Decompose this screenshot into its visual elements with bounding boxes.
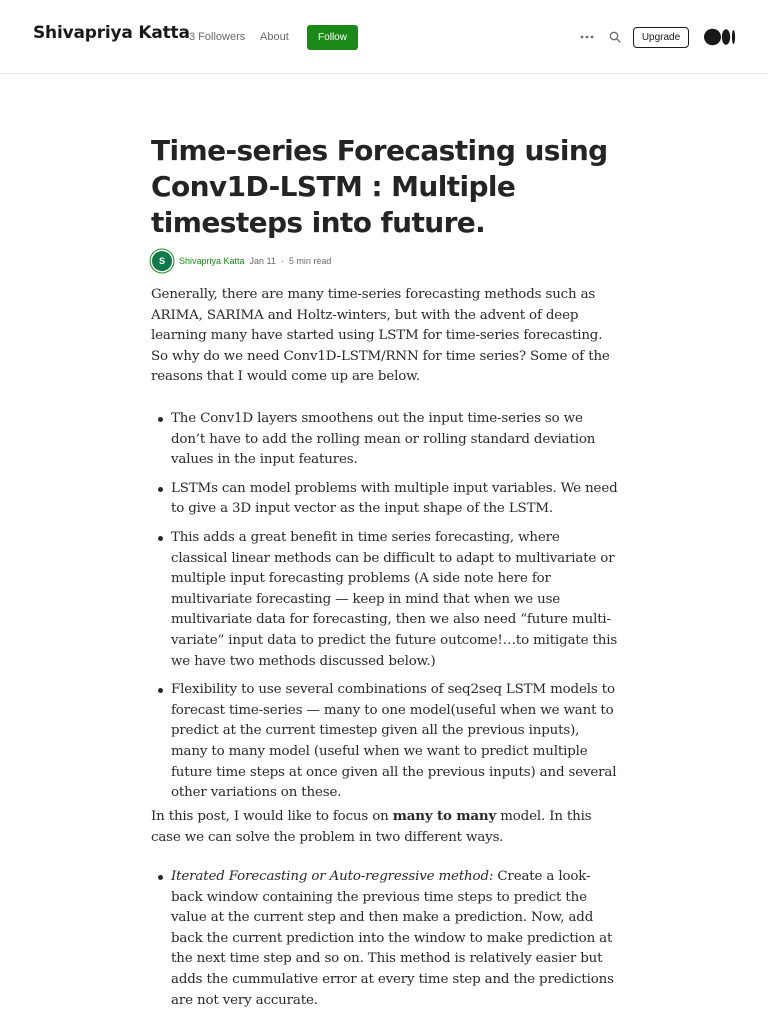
publish-date: Jan 11 [249, 256, 276, 266]
search-button[interactable] [605, 27, 625, 47]
list-item [171, 867, 619, 1011]
avatar[interactable]: S [152, 251, 172, 271]
read-time: 5 min read [288, 256, 332, 266]
focus-text-end: model. In this case we can solve the problem in two different ways. [151, 809, 592, 845]
search-icon [609, 31, 621, 43]
site-header [0, 0, 768, 74]
method-description: Create a look-back window containing the previous time steps to predict the value at the current step and then make a prediction. Now, add back the current prediction into the window to make prediction at the next time step and so on. This method is relatively easier but adds the cummulative error at every time step and the predictions are not very accurate. [171, 869, 614, 1008]
focus-paragraph [151, 806, 619, 848]
methods-list [171, 867, 619, 1011]
list-item: LSTMs can model problems with multiple input variables. We need to give a 3D input vector as the input shape of the LSTM. [171, 479, 619, 520]
more-icon [580, 35, 594, 39]
upgrade-button[interactable]: Upgrade [633, 27, 689, 48]
publication-author-name[interactable]: Shivapriya Katta [33, 23, 190, 43]
article-title: Time-series Forecasting using Conv1D-LSTM : Multiple timesteps into future. [151, 134, 608, 239]
list-item: Flexibility to use several combinations of seq2seq LSTM models to forecast time-series — many to one model(useful when we want to predict at the current timestep given all the previous inputs), many to many model (useful when we want to predict multiple future time steps at once given all the previous inputs) and several other variations on these. [171, 680, 619, 804]
focus-text-start: In this post, I would like to focus on [151, 809, 393, 824]
byline [151, 250, 331, 272]
more-options-button[interactable] [577, 27, 597, 47]
method-name: Iterated Forecasting or Auto-regressive method: [171, 869, 494, 884]
byline-author-link[interactable]: Shivapriya Katta [179, 256, 245, 266]
focus-emphasis: many to many [392, 808, 497, 824]
about-link[interactable]: About [260, 31, 289, 43]
medium-logo[interactable] [704, 28, 736, 46]
intro-paragraph: Generally, there are many time-series forecasting methods such as ARIMA, SARIMA and Holtz-winters, but with the advent of deep learning many have started using LSTM for time-series forecasting. So why do we need Conv1D-LSTM/RNN for time series? Some of the reasons that I would come up are below. [151, 287, 610, 385]
reasons-list [171, 409, 619, 812]
byline-separator: · [280, 256, 284, 266]
follow-button[interactable]: Follow [307, 25, 358, 50]
list-item: The Conv1D layers smoothens out the input time-series so we don’t have to add the rolling mean or rolling standard deviation values in the input features. [171, 409, 619, 471]
list-item: This adds a great benefit in time series forecasting, where classical linear methods can be difficult to adapt to multivariate or multiple input forecasting problems (A side note here for multivariate forecasting — keep in mind that when we use multivariate data for forecasting, then we also need “future multi-variate” input data to predict the future outcome!…to mitigate this we have two methods discussed below.) [171, 528, 619, 672]
followers-link[interactable]: 3 Followers [189, 31, 246, 43]
